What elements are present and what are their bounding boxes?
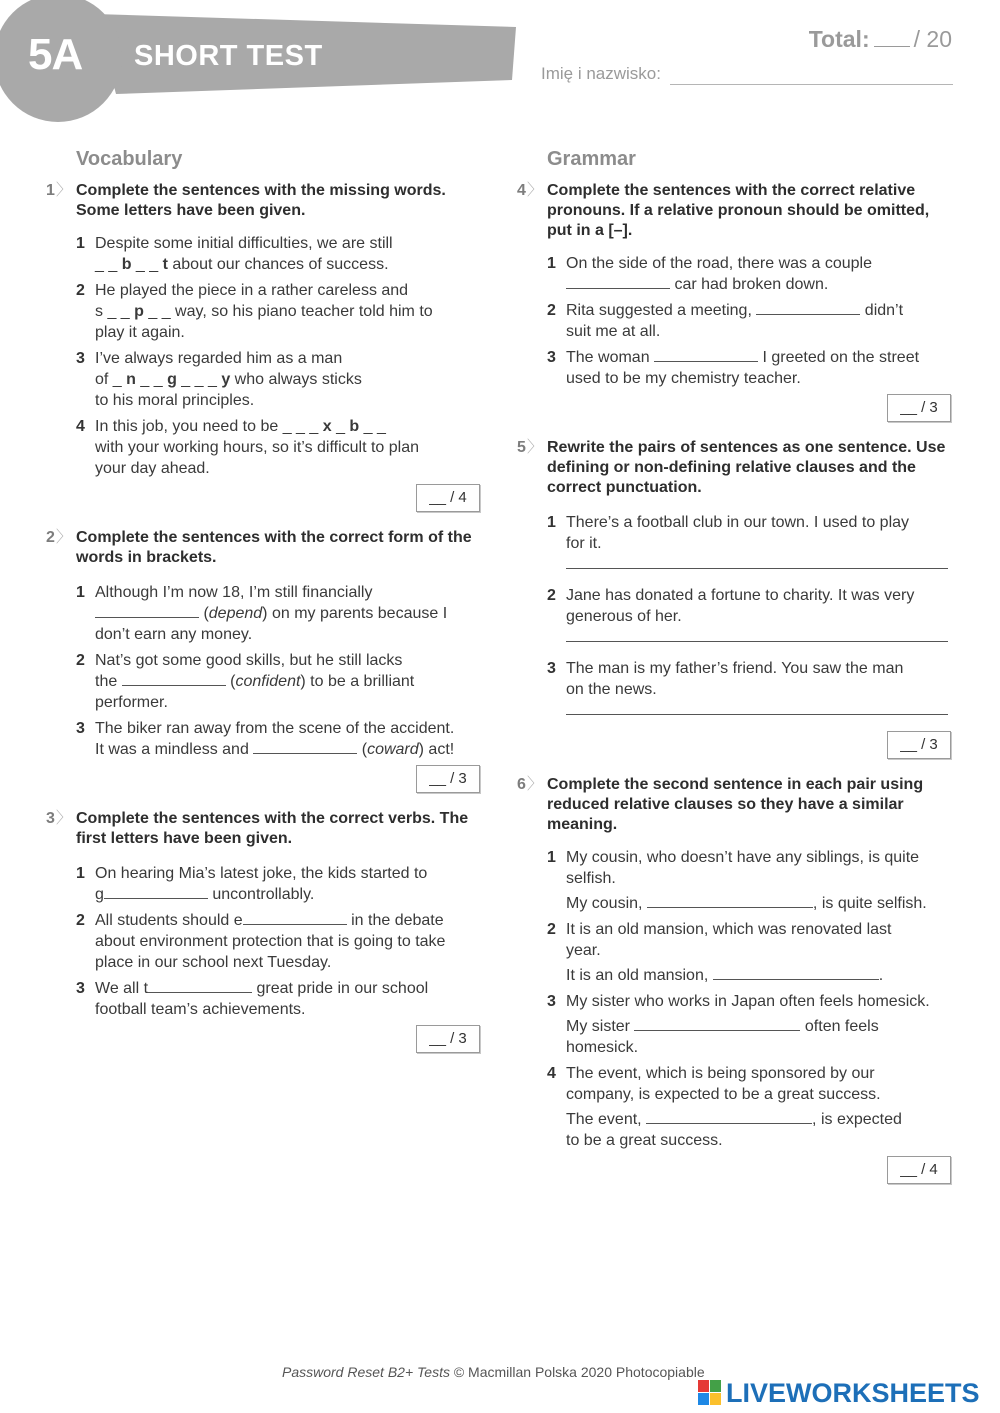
list-item: 4 In this job, you need to be _ _ _ x _ b _ _ with your working hours, so it’s difficult to plan your day ahead. bbox=[76, 418, 420, 477]
bracket-word: coward bbox=[367, 741, 419, 758]
answer-blank[interactable] bbox=[148, 978, 252, 993]
total-score bbox=[809, 26, 952, 53]
chevron-right-icon: 〉 bbox=[55, 529, 72, 546]
exercise-3-instruction: 3〉 Complete the sentences with the correct verbs. The first letters have been given. bbox=[46, 810, 469, 847]
list-item: 3 The woman I greeted on the street used to be my chemistry teacher. bbox=[547, 349, 920, 387]
score-box[interactable]: __ / 3 bbox=[416, 765, 480, 793]
list-item: 3 I’ve always regarded him as a man of _ n _ _ g _ _ _ y who always sticks to his moral principles. bbox=[76, 350, 362, 409]
list-item: 2 He played the piece in a rather careless and s _ _ p _ _ way, so his piano teacher told him to play it again. bbox=[76, 282, 433, 341]
answer-blank[interactable] bbox=[566, 274, 670, 289]
given-letter: b bbox=[121, 256, 132, 273]
list-item: 2 Jane has donated a fortune to charity. It was very generous of her. bbox=[547, 585, 957, 642]
chevron-right-icon: 〉 bbox=[526, 182, 543, 199]
given-letter: t bbox=[162, 256, 168, 273]
chevron-right-icon: 〉 bbox=[55, 182, 72, 199]
answer-blank[interactable] bbox=[654, 347, 758, 362]
book-title: Password Reset B2+ Tests bbox=[282, 1364, 450, 1380]
chevron-right-icon: 〉 bbox=[526, 776, 543, 793]
exercise-number: 3〉 bbox=[46, 810, 72, 827]
name-label: Imię i nazwisko: bbox=[541, 64, 661, 83]
list-item: 3 My sister who works in Japan often feels homesick. My sister often feels homesick. bbox=[547, 993, 930, 1056]
exercise-4 bbox=[517, 181, 957, 422]
total-label: Total: bbox=[808, 26, 870, 52]
exercise-4-instruction: 4〉 Complete the sentences with the correct relative pronouns. If a relative pronoun should be omitted, put in a [–]. bbox=[517, 182, 930, 239]
answer-line[interactable] bbox=[566, 714, 948, 715]
exercise-3 bbox=[46, 809, 486, 1053]
test-title: SHORT TEST bbox=[134, 40, 323, 72]
bracket-word: confident bbox=[235, 673, 301, 690]
exercise-number: 4〉 bbox=[517, 182, 543, 199]
copyright-text: © Macmillan Polska 2020 Photocopiable bbox=[449, 1364, 705, 1380]
list-item: 1 There’s a football club in our town. I used to play for it. bbox=[547, 512, 957, 569]
answer-blank[interactable] bbox=[713, 965, 879, 980]
exercise-6 bbox=[517, 775, 957, 1184]
list-item: 4 The event, which is being sponsored by our company, is expected to be a great success. The event, , is expected to be a great success. bbox=[547, 1065, 902, 1149]
grammar-column bbox=[517, 148, 957, 1184]
given-letter: n bbox=[126, 371, 136, 388]
list-item: 1 My cousin, who doesn’t have any siblings, is quite selfish. My cousin, , is quite selfish. bbox=[547, 849, 927, 912]
total-blank[interactable] bbox=[874, 28, 910, 47]
section-title-grammar: Grammar bbox=[547, 148, 636, 170]
answer-blank[interactable] bbox=[95, 603, 199, 618]
chevron-right-icon: 〉 bbox=[55, 810, 72, 827]
list-item: 3 The biker ran away from the scene of the accident. It was a mindless and (coward) act! bbox=[76, 720, 455, 758]
exercise-1 bbox=[46, 181, 486, 512]
section-title-vocabulary: Vocabulary bbox=[76, 148, 183, 170]
score-box[interactable]: __ / 3 bbox=[887, 394, 951, 422]
given-letter: p bbox=[134, 303, 144, 320]
answer-line[interactable] bbox=[566, 568, 948, 569]
list-item: 1 On the side of the road, there was a couple car had broken down. bbox=[547, 255, 872, 293]
exercise-number: 2〉 bbox=[46, 529, 72, 546]
given-letter: x bbox=[322, 418, 332, 435]
given-letter: b bbox=[349, 418, 360, 435]
total-max: / 20 bbox=[913, 26, 952, 52]
answer-blank[interactable] bbox=[104, 884, 208, 899]
vocabulary-column bbox=[46, 148, 486, 1053]
score-box[interactable]: __ / 4 bbox=[887, 1156, 951, 1184]
list-item: 1 On hearing Mia’s latest joke, the kids started to g uncontrollably. bbox=[76, 865, 428, 903]
list-item: 2 All students should e in the debate about environment protection that is going to take place in our school next Tuesday. bbox=[76, 912, 446, 971]
score-box[interactable]: __ / 4 bbox=[416, 484, 480, 512]
exercise-number: 5〉 bbox=[517, 439, 543, 456]
given-letter: g bbox=[95, 886, 104, 903]
given-letter: e bbox=[233, 912, 243, 929]
unit-code: 5A bbox=[28, 30, 83, 79]
list-item: 2 It is an old mansion, which was renovated last year. It is an old mansion, . bbox=[547, 921, 892, 984]
list-item: 1 Although I’m now 18, I’m still financially (depend) on my parents because I don’t earn any money. bbox=[76, 584, 448, 643]
answer-blank[interactable] bbox=[253, 739, 357, 754]
answer-blank[interactable] bbox=[122, 671, 226, 686]
answer-blank[interactable] bbox=[634, 1016, 800, 1031]
score-box[interactable]: __ / 3 bbox=[416, 1025, 480, 1053]
score-box[interactable]: __ / 3 bbox=[887, 731, 951, 759]
given-letter: t bbox=[143, 980, 149, 997]
bracket-word: depend bbox=[208, 605, 263, 622]
list-item: 2 Rita suggested a meeting, didn’t suit me at all. bbox=[547, 302, 904, 340]
answer-blank[interactable] bbox=[756, 300, 860, 315]
exercise-2-instruction: 2〉 Complete the sentences with the correct form of the words in brackets. bbox=[46, 529, 472, 566]
exercise-number: 6〉 bbox=[517, 776, 543, 793]
liveworksheets-logo[interactable]: LIVEWORKSHEETS bbox=[726, 1378, 980, 1408]
exercise-2 bbox=[46, 528, 486, 793]
answer-blank[interactable] bbox=[647, 893, 813, 908]
answer-blank[interactable] bbox=[243, 910, 347, 925]
copyright-footer bbox=[282, 1364, 705, 1380]
list-item: 1 Despite some initial difficulties, we are still _ _ b _ _ t about our chances of success. bbox=[76, 235, 393, 273]
given-letter: g bbox=[167, 371, 177, 388]
given-letter: y bbox=[221, 371, 231, 388]
answer-line[interactable] bbox=[566, 641, 948, 642]
exercise-number: 1〉 bbox=[46, 182, 72, 199]
chevron-right-icon: 〉 bbox=[526, 439, 543, 456]
liveworksheets-logo-icon bbox=[698, 1380, 722, 1406]
exercise-1-instruction: 1〉 Complete the sentences with the missing words. Some letters have been given. bbox=[46, 182, 446, 219]
list-item: 2 Nat’s got some good skills, but he still lacks the (confident) to be a brilliant performer. bbox=[76, 652, 415, 711]
name-input-line[interactable] bbox=[670, 84, 953, 85]
list-item: 3 We all t great pride in our school football team’s achievements. bbox=[76, 980, 429, 1018]
list-item: 3 The man is my father’s friend. You saw the man on the news. bbox=[547, 658, 957, 715]
answer-blank[interactable] bbox=[646, 1109, 812, 1124]
exercise-5 bbox=[517, 438, 957, 759]
exercise-6-instruction: 6〉 Complete the second sentence in each pair using reduced relative clauses so they have a similar meaning. bbox=[517, 776, 924, 833]
exercise-5-instruction: 5〉 Rewrite the pairs of sentences as one sentence. Use defining or non-defining relative clauses and the correct punctuation. bbox=[517, 439, 946, 496]
